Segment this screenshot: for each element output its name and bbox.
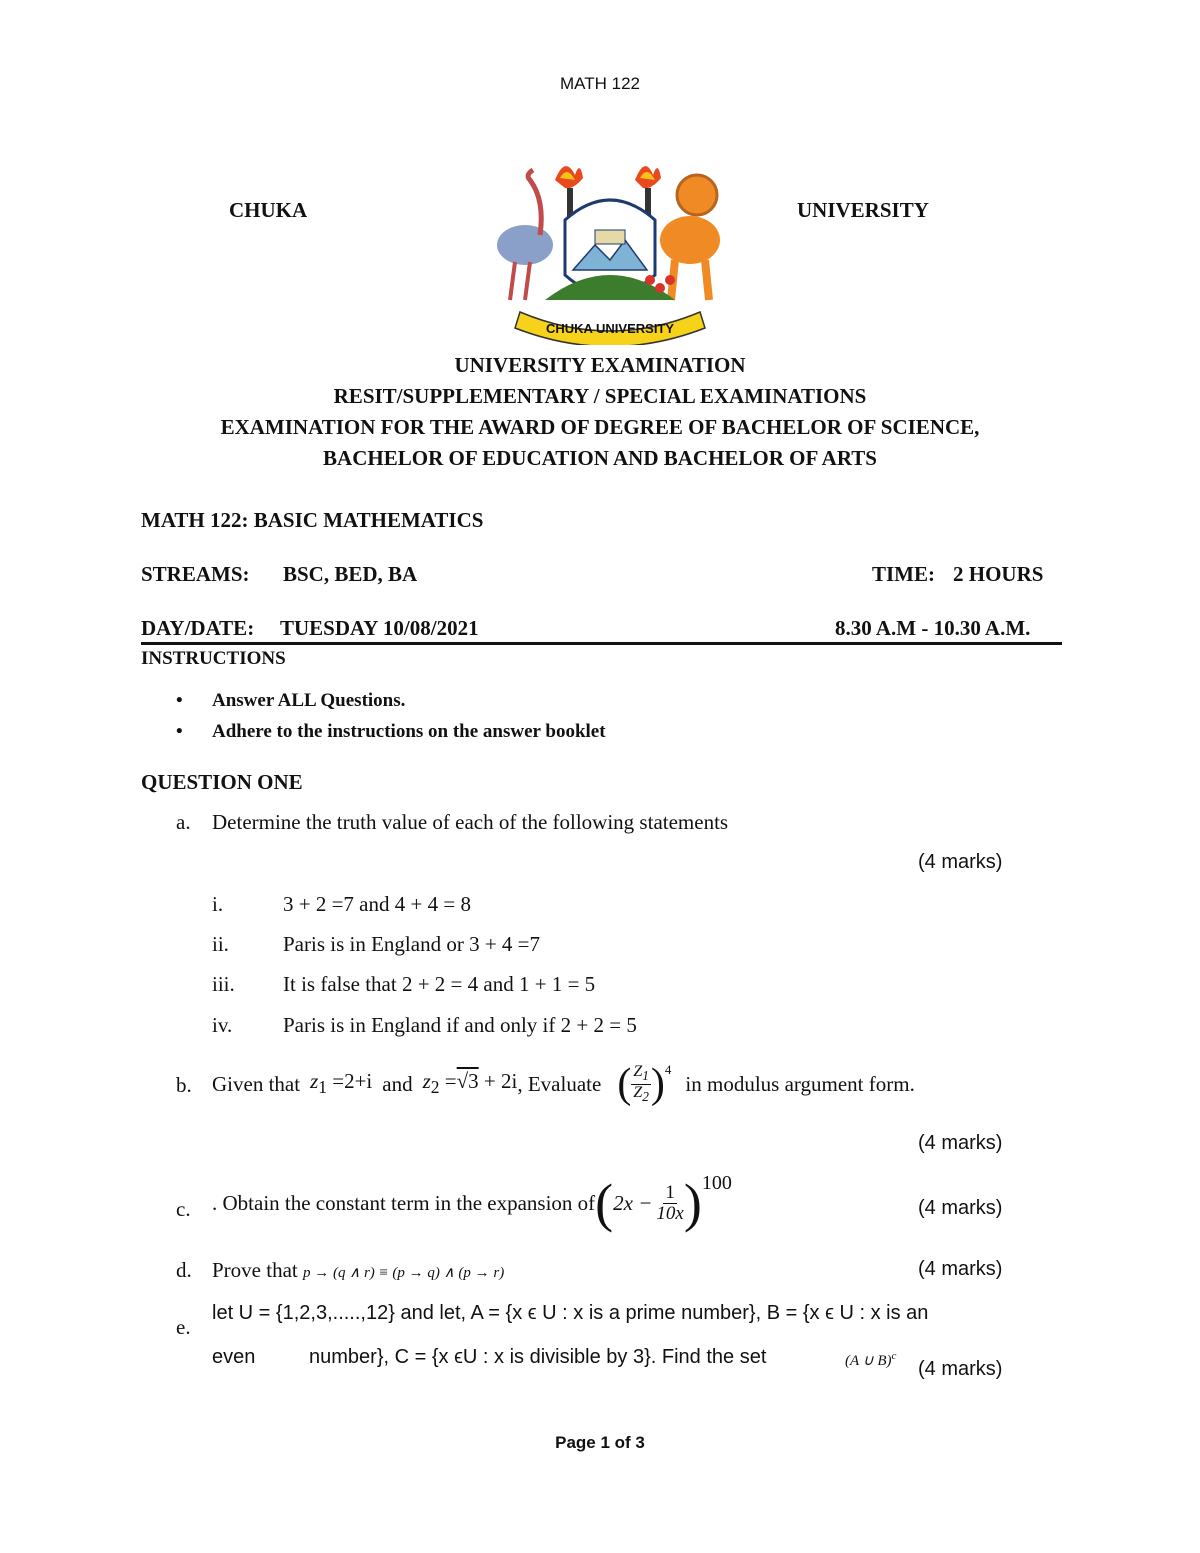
q1b-z2-sub: 2 xyxy=(430,1077,440,1098)
running-header: MATH 122 xyxy=(560,74,640,93)
q1b-z2-eq: = xyxy=(439,1069,457,1094)
q1e-line-2-a: even xyxy=(212,1346,256,1368)
bullet-2: • xyxy=(176,721,183,742)
q1b-frac-den-sub: 2 xyxy=(642,1088,649,1104)
q1b-z1-var: z xyxy=(310,1069,319,1094)
q1b-z2-rest: + 2i xyxy=(478,1069,518,1094)
instructions-heading: INSTRUCTIONS xyxy=(141,648,286,669)
university-left-word: CHUKA xyxy=(229,198,308,222)
bullet-1: • xyxy=(176,690,183,711)
q1a-item-iii-text: It is false that 2 + 2 = 4 and 1 + 1 = 5 xyxy=(283,972,596,996)
q1e-line-1: let U = {1,2,3,.....,12} and let, A = {x ϵ U : x is a prime number}, B = {x ϵ U : x is an xyxy=(212,1302,929,1324)
q1c-frac-num: 1 xyxy=(665,1181,675,1203)
q1c-statement xyxy=(212,1172,732,1234)
q1d-statement xyxy=(212,1258,504,1283)
q1e-line-2-b: number}, C = {x ϵU : x is divisible by 3}. Find the set xyxy=(309,1346,767,1368)
exam-title-line-4: BACHELOR OF EDUCATION AND BACHELOR OF ARTS xyxy=(323,446,877,470)
q1a-letter: a. xyxy=(176,810,191,834)
q1e-set-sup: c xyxy=(891,1350,897,1362)
instruction-item-1: Answer ALL Questions. xyxy=(212,690,406,711)
exam-hours: 8.30 A.M - 10.30 A.M. xyxy=(835,616,1031,640)
q1b-z2-sqrt: √3 xyxy=(456,1069,479,1094)
q1e-marks: (4 marks) xyxy=(918,1358,1003,1380)
q1a-item-i-text: 3 + 2 =7 and 4 + 4 = 8 xyxy=(283,892,471,916)
exam-title-line-3: EXAMINATION FOR THE AWARD OF DEGREE OF BACHELOR OF SCIENCE, xyxy=(220,415,980,439)
q1d-expression: p → (q ∧ r) ≡ (p → q) ∧ (p → r) xyxy=(302,1265,505,1281)
q1b-frac-num-sub: 1 xyxy=(642,1068,649,1084)
q1d-text: Prove that xyxy=(212,1258,298,1282)
q1a-text: Determine the truth value of each of the following statements xyxy=(212,810,729,834)
q1b-frac-den: Z xyxy=(633,1083,643,1101)
crest-banner-text: CHUKA UNIVERSITY xyxy=(545,321,675,336)
q1a-item-iii-num: iii. xyxy=(212,972,235,996)
q1d-marks: (4 marks) xyxy=(918,1258,1003,1280)
page-number: Page 1 of 3 xyxy=(555,1433,645,1452)
q1b-given: Given that xyxy=(212,1071,301,1096)
date-value: TUESDAY 10/08/2021 xyxy=(280,616,479,640)
exam-title-line-1: UNIVERSITY EXAMINATION xyxy=(454,353,746,377)
q1c-text: . Obtain the constant term in the expansion of xyxy=(212,1190,596,1215)
instruction-item-2: Adhere to the instructions on the answer booklet xyxy=(212,721,606,742)
q1c-frac-den: 10x xyxy=(656,1202,684,1224)
q1c-marks: (4 marks) xyxy=(918,1197,1003,1219)
q1b-statement xyxy=(212,1060,915,1108)
course-title: MATH 122: BASIC MATHEMATICS xyxy=(141,508,484,532)
q1b-evaluate: , Evaluate xyxy=(517,1071,602,1096)
question-one-heading: QUESTION ONE xyxy=(141,770,303,794)
time-label: TIME: xyxy=(872,562,935,586)
exam-title-line-2: RESIT/SUPPLEMENTARY / SPECIAL EXAMINATIONS xyxy=(333,384,867,408)
q1b-power: 4 xyxy=(664,1062,672,1077)
q1e-letter: e. xyxy=(176,1315,191,1339)
q1a-item-ii-num: ii. xyxy=(212,932,229,956)
q1c-expression: ( 2x − $\frac{1}{10x}$ ) 100 xyxy=(595,1172,732,1233)
q1b-marks: (4 marks) xyxy=(918,1132,1003,1154)
university-crest-logo xyxy=(485,150,735,345)
q1b-z1-value: =2+i xyxy=(327,1069,373,1094)
q1a-item-iv-text: Paris is in England if and only if 2 + 2 = 5 xyxy=(283,1013,637,1037)
university-right-word: UNIVERSITY xyxy=(797,198,929,222)
q1b-tail: in modulus argument form. xyxy=(685,1071,915,1096)
q1e-set-expr-text: (A ∪ B) xyxy=(845,1353,892,1369)
q1b-z1-sub: 1 xyxy=(318,1077,327,1098)
q1a-item-i-num: i. xyxy=(212,892,224,916)
header-divider xyxy=(141,642,1062,645)
q1e-set-expression xyxy=(845,1350,896,1370)
q1b-letter: b. xyxy=(176,1073,192,1097)
q1c-expr-left: 2x − xyxy=(613,1190,653,1215)
q1c-power: 100 xyxy=(701,1172,732,1194)
q1a-marks: (4 marks) xyxy=(918,851,1003,873)
q1b-z2-var: z xyxy=(422,1069,431,1094)
q1a-item-ii-text: Paris is in England or 3 + 4 =7 xyxy=(283,932,541,956)
streams-value: BSC, BED, BA xyxy=(283,562,418,586)
q1b-frac-num: Z xyxy=(633,1063,643,1081)
time-value: 2 HOURS xyxy=(953,562,1044,586)
q1b-and: and xyxy=(382,1071,413,1096)
streams-label: STREAMS: xyxy=(141,562,250,586)
q1a-item-iv-num: iv. xyxy=(212,1013,233,1037)
q1d-letter: d. xyxy=(176,1258,192,1282)
date-label: DAY/DATE: xyxy=(141,616,255,640)
q1b-fraction-expr: ( $\frac{Z_1}{Z_2}$ ) $^4$ xyxy=(617,1061,672,1107)
q1c-letter: c. xyxy=(176,1197,191,1221)
